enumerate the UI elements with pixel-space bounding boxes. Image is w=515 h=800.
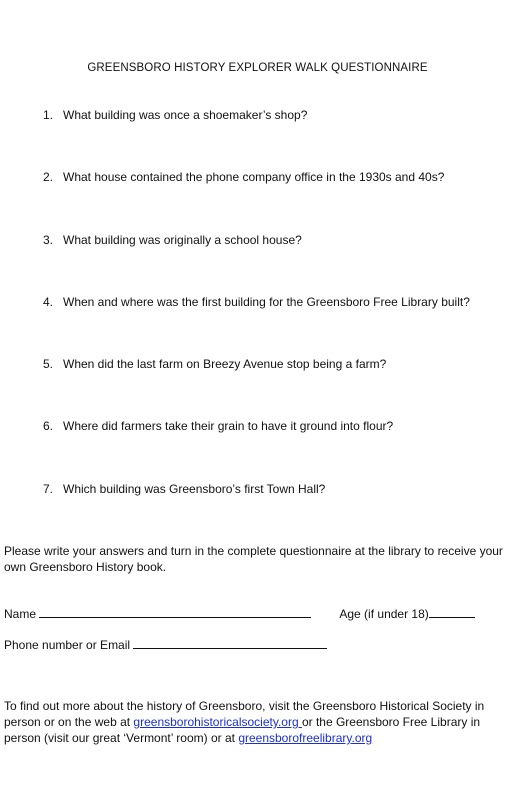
question-number: 6. — [43, 419, 54, 433]
age-field[interactable] — [429, 606, 475, 618]
question-text: When did the last farm on Breezy Avenue stop being a farm? — [63, 357, 387, 371]
question-number: 2. — [43, 170, 54, 184]
page-title: GREENSBORO HISTORY EXPLORER WALK QUESTIONNAIRE — [87, 62, 428, 74]
question-5 — [43, 357, 513, 371]
question-text: What building was once a shoemaker’s shop? — [63, 108, 308, 122]
question-text: Where did farmers take their grain to have it ground into flour? — [63, 419, 394, 433]
question-6 — [43, 419, 513, 433]
question-text: When and where was the first building for the Greensboro Free Library built? — [63, 295, 470, 309]
question-7 — [43, 482, 513, 496]
question-text: What house contained the phone company office in the 1930s and 40s? — [63, 170, 445, 184]
historical-society-link[interactable]: greensborohistoricalsociety.org — [133, 715, 302, 729]
name-age-row — [4, 606, 475, 621]
question-text: Which building was Greensboro’s first Town Hall? — [63, 482, 326, 496]
question-text: What building was originally a school house? — [63, 233, 302, 247]
footer-part-1: To find out more about the history of Greensboro, visit the Greensboro Historical Society in person or on the web at — [4, 699, 485, 729]
name-label: Name — [4, 607, 37, 621]
name-field[interactable] — [39, 606, 311, 618]
contact-row — [4, 637, 327, 652]
footer-part-2: or the Greensboro Free Library in person (visit our great ‘Vermont’ room) or at — [4, 715, 481, 745]
question-number: 3. — [43, 233, 54, 247]
free-library-link[interactable]: greensborofreelibrary.org — [238, 731, 373, 745]
instructions-text: Please write your answers and turn in the complete questionnaire at the library to receive your own Greensboro History book. — [4, 544, 503, 574]
question-number: 7. — [43, 482, 54, 496]
question-4 — [43, 295, 513, 309]
contact-label: Phone number or Email — [4, 638, 131, 652]
contact-field[interactable] — [133, 637, 327, 649]
footer-text — [4, 698, 514, 746]
question-number: 5. — [43, 357, 54, 371]
question-2 — [43, 170, 513, 184]
question-number: 4. — [43, 295, 54, 309]
question-1 — [43, 108, 513, 122]
age-label: Age (if under 18) — [339, 607, 429, 621]
question-3 — [43, 233, 513, 247]
question-number: 1. — [43, 108, 54, 122]
